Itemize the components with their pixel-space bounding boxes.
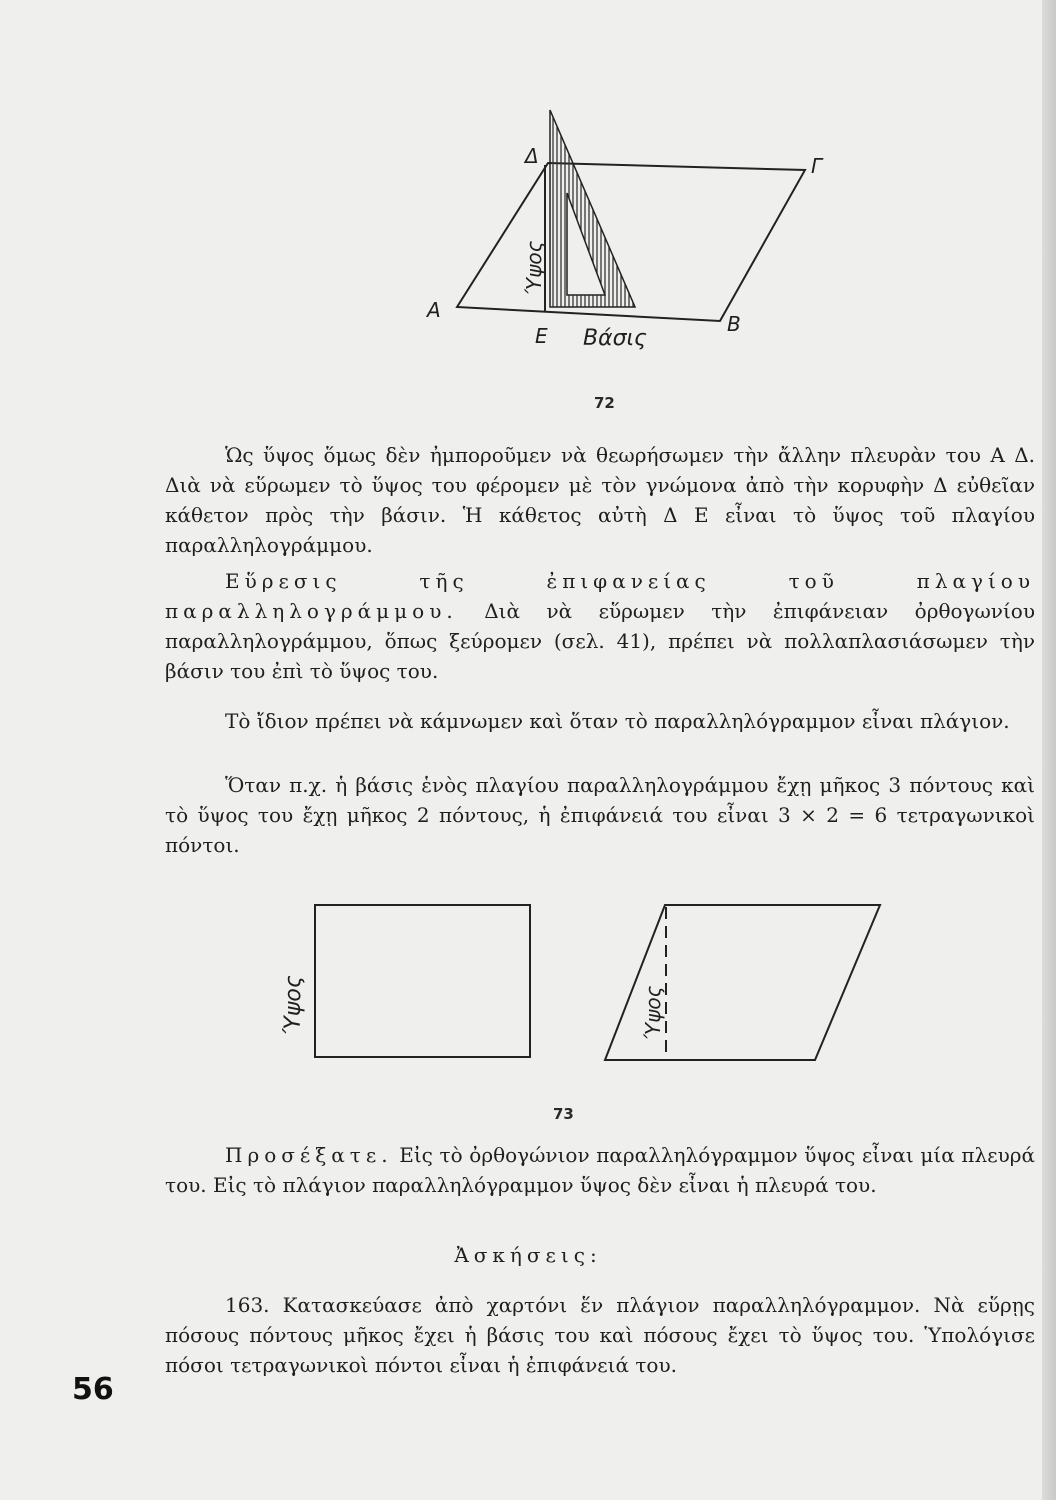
exercise-163: 163. Κατασκεύασε ἀπὸ χαρτόνι ἕν πλάγιον παραλληλόγραμμον. Νὰ εὕρῃς πόσους πόντους μῆκος ἔχει ἡ βάσις του καὶ πόσους ἔχει τὸ ὕψος του. Ὑπολόγισε πόσοι τετραγωνικοὶ πόντοι εἶναι ἡ ἐπιφάνειά του. — [165, 1293, 1035, 1377]
note-text: Εἰς τὸ ὀρθογώνιον παραλληλόγραμμον ὕψος εἶναι μία πλευρά του. Εἰς τὸ πλάγιον παραλληλόγραμμον ὕψος δὲν εἶναι ἡ πλευρά του. — [165, 1143, 1035, 1197]
section-heading-area: Εὕρεσις τῆς ἐπιφανείας τοῦ πλαγίου παραλληλογράμμου. — [165, 569, 1035, 623]
paragraph-area-text: Διὰ νὰ εὕρωμεν τὴν ἐπιφάνειαν ὀρθογωνίου παραλληλογράμμου, ὅπως ξεύρομεν (σελ. 41), πρέπει νὰ πολλαπλασιάσωμεν τὴν βάσιν του ἐπὶ τὸ ὕψος του. — [165, 599, 1035, 683]
vertex-label-b: B — [727, 312, 741, 336]
note-paragraph — [165, 1140, 1035, 1200]
paragraph-example: Ὅταν π.χ. ἡ βάσις ἑνὸς πλαγίου παραλληλογράμμου ἔχῃ μῆκος 3 πόντους καὶ τὸ ὕψος του ἔχῃ μῆκος 2 πόντους, ἡ ἐπιφάνειά του εἶναι 3 × 2 = 6 τετραγωνικοὶ πόντοι. — [165, 773, 1035, 857]
scan-edge-shadow — [1042, 0, 1056, 1500]
oblique-height-label: Ύψος — [641, 985, 665, 1040]
rectangle-shape — [315, 905, 530, 1057]
exercises-heading: Ἀσκήσεις: — [454, 1243, 602, 1267]
figure-73-rectangle-vs-oblique — [270, 895, 890, 1075]
note-heading: Προσέξατε. — [225, 1143, 393, 1167]
page-number: 56 — [72, 1372, 114, 1407]
paragraph-same-rule: Τὸ ἴδιον πρέπει νὰ κάμνωμεν καὶ ὅταν τὸ παραλληλόγραμμον εἶναι πλάγιον. — [225, 709, 1010, 733]
figure-72-parallelogram-height — [415, 105, 823, 355]
paragraph-area-of-parallelogram — [165, 566, 1035, 686]
height-label: Ύψος — [522, 240, 546, 295]
vertex-label-d: Δ — [525, 144, 539, 168]
figure-73-caption: 73 — [553, 1105, 574, 1123]
paragraph-height-definition: Ὡς ὕψος ὅμως δὲν ἠμποροῦμεν νὰ θεωρήσωμεν τὴν ἄλλην πλευρὰν του Α Δ. Διὰ νὰ εὕρωμεν τὸ ὕψος του φέρομεν μὲ τὸν γνώμονα ἀπὸ τὴν κορυφὴν Δ εὐθεῖαν κάθετον πρὸς τὴν βάσιν. Ἡ κάθετος αὐτὴ Δ Ε εἶναι τὸ ὕψος τοῦ πλαγίου παραλληλογράμμου. — [165, 443, 1035, 557]
figure-72-caption: 72 — [594, 394, 615, 412]
rectangle-height-label: Ύψος — [281, 975, 306, 1035]
vertex-label-a: A — [427, 298, 441, 322]
base-label: Βάσις — [583, 326, 647, 351]
vertex-label-e: E — [535, 324, 548, 348]
vertex-label-c: Γ — [811, 154, 823, 178]
